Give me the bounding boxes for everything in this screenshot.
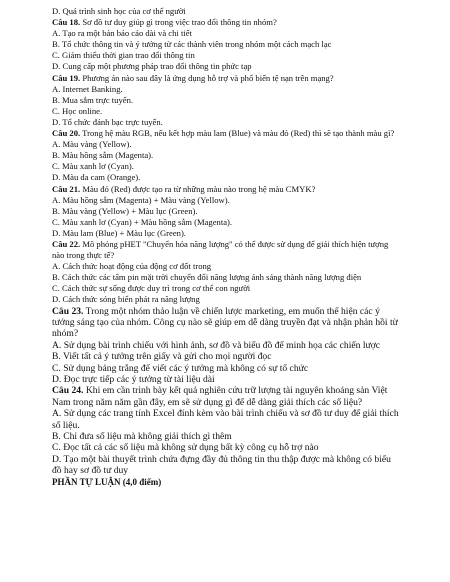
document-page	[52, 6, 400, 488]
answer-option: D. Màu da cam (Orange).	[52, 172, 141, 183]
question-text	[52, 306, 400, 340]
answer-option: A. Màu vàng (Yellow).	[52, 139, 132, 150]
question-number: Câu 23.	[52, 305, 84, 317]
question-body: Mô phỏng pHET "Chuyển hóa năng lượng" có thể được sử dụng để giải thích hiện tượng nào trong thực tế?	[52, 238, 389, 261]
answer-option: D. Tổ chức đánh bạc trực tuyến.	[52, 116, 163, 127]
question-number: Câu 18.	[52, 17, 81, 28]
question-body: Sơ đồ tư duy giúp gì trong việc trao đổi thông tin nhóm?	[80, 17, 277, 28]
question-text	[52, 184, 400, 195]
question-number: Câu 22.	[52, 238, 81, 249]
answer-option: C. Cách thức sự sống được duy trì trong cơ thể con người	[52, 283, 251, 294]
answer-option: C. Màu xanh lơ (Cyan).	[52, 161, 134, 172]
answer-option: A. Cách thức hoạt động của động cơ đốt trong	[52, 261, 212, 272]
question-number: Câu 19.	[52, 72, 81, 83]
answer-option: D. Tạo một bài thuyết trình chứa đựng đầy đủ thông tin thu thập được mà không có biểu đồ hay sơ đồ tư duy	[52, 453, 391, 477]
answer-option: B. Tổ chức thông tin và ý tưởng từ các thành viên trong nhóm một cách mạch lạc	[52, 39, 332, 50]
answer-option: A. Màu hồng sẫm (Magenta) + Màu vàng (Yellow).	[52, 194, 230, 205]
question-body: Màu đỏ (Red) được tạo ra từ những màu nào trong hệ màu CMYK?	[80, 183, 316, 194]
answer-option: C. Sử dụng bảng trắng để viết các ý tưởng mà không có sự tổ chức	[52, 362, 309, 374]
question-body: Khi em cần trình bày kết quả nghiên cứu trữ lượng tài nguyên khoáng sản Việt Nam trong năm năm gần đây, em sẽ sử dụng gì để dễ dàng giải thích các số liệu?	[52, 385, 388, 408]
answer-option: A. Internet Banking.	[52, 83, 123, 94]
answer-option: C. Màu xanh lơ (Cyan) + Màu hồng sẫm (Magenta).	[52, 216, 233, 227]
answer-option: C. Học online.	[52, 105, 103, 116]
question-number: Câu 21.	[52, 183, 81, 194]
answer-option: D. Màu lam (Blue) + Màu lục (Green).	[52, 227, 186, 238]
question-text	[52, 385, 400, 408]
answer-option: B. Cách thức các tấm pin mặt trời chuyển đổi năng lượng ánh sáng thành năng lượng điện	[52, 272, 362, 283]
answer-option: A. Tạo ra một bản báo cáo dài và chi tiết	[52, 28, 192, 39]
answer-option: B. Màu hồng sẫm (Magenta).	[52, 150, 154, 161]
question-body: Trong hệ màu RGB, nếu kết hợp màu lam (Blue) và màu đỏ (Red) thì sẽ tạo thành màu gì?	[80, 128, 395, 139]
answer-option: D. Quá trình sinh học của cơ thể người	[52, 6, 186, 16]
answer-option: D. Cung cấp một phương pháp trao đổi thông tin phức tạp	[52, 61, 252, 72]
question-text	[52, 17, 400, 28]
answer-option: C. Giảm thiểu thời gian trao đổi thông tin	[52, 50, 195, 61]
answer-option: D. Đọc trực tiếp các ý tưởng từ tài liệu dài	[52, 373, 215, 385]
section-heading: PHẦN TỰ LUẬN (4,0 điểm)	[52, 476, 162, 487]
answer-option: B. Màu vàng (Yellow) + Màu lục (Green).	[52, 205, 198, 216]
answer-option: C. Đọc tất cả các số liệu mà không sử dụng bất kỳ công cụ hỗ trợ nào	[52, 442, 319, 454]
answer-option: B. Chỉ đưa số liệu mà không giải thích gì thêm	[52, 431, 232, 442]
question-text	[52, 239, 400, 261]
question-text	[52, 73, 400, 84]
answer-option: A. Sử dụng các trang tính Excel đính kèm vào bài trình chiếu và sơ đồ tư duy để giải thích số liệu.	[52, 408, 399, 431]
answer-option: A. Sử dụng bài trình chiếu với hình ảnh, sơ đồ và biểu đồ để minh họa các chiến lược	[52, 339, 381, 351]
question-body: Trong một nhóm thảo luận về chiến lược marketing, em muốn thể hiện các ý tưởng sáng tạo của nhóm. Công cụ nào sẽ giúp em dễ dàng truyền đạt và nhận phản hồi từ nhóm?	[52, 305, 398, 340]
question-body: Phương án nào sau đây là ứng dụng hỗ trợ và phổ biến tệ nạn trên mạng?	[80, 72, 334, 83]
question-text	[52, 128, 400, 139]
answer-option: B. Mua sắm trực tuyến.	[52, 94, 134, 105]
answer-option: B. Viết tất cả ý tưởng trên giấy và gửi cho mọi người đọc	[52, 351, 272, 363]
answer-option: D. Cách thức sóng biển phát ra năng lượng	[52, 294, 200, 305]
question-number: Câu 20.	[52, 128, 81, 139]
question-number: Câu 24.	[52, 385, 84, 397]
